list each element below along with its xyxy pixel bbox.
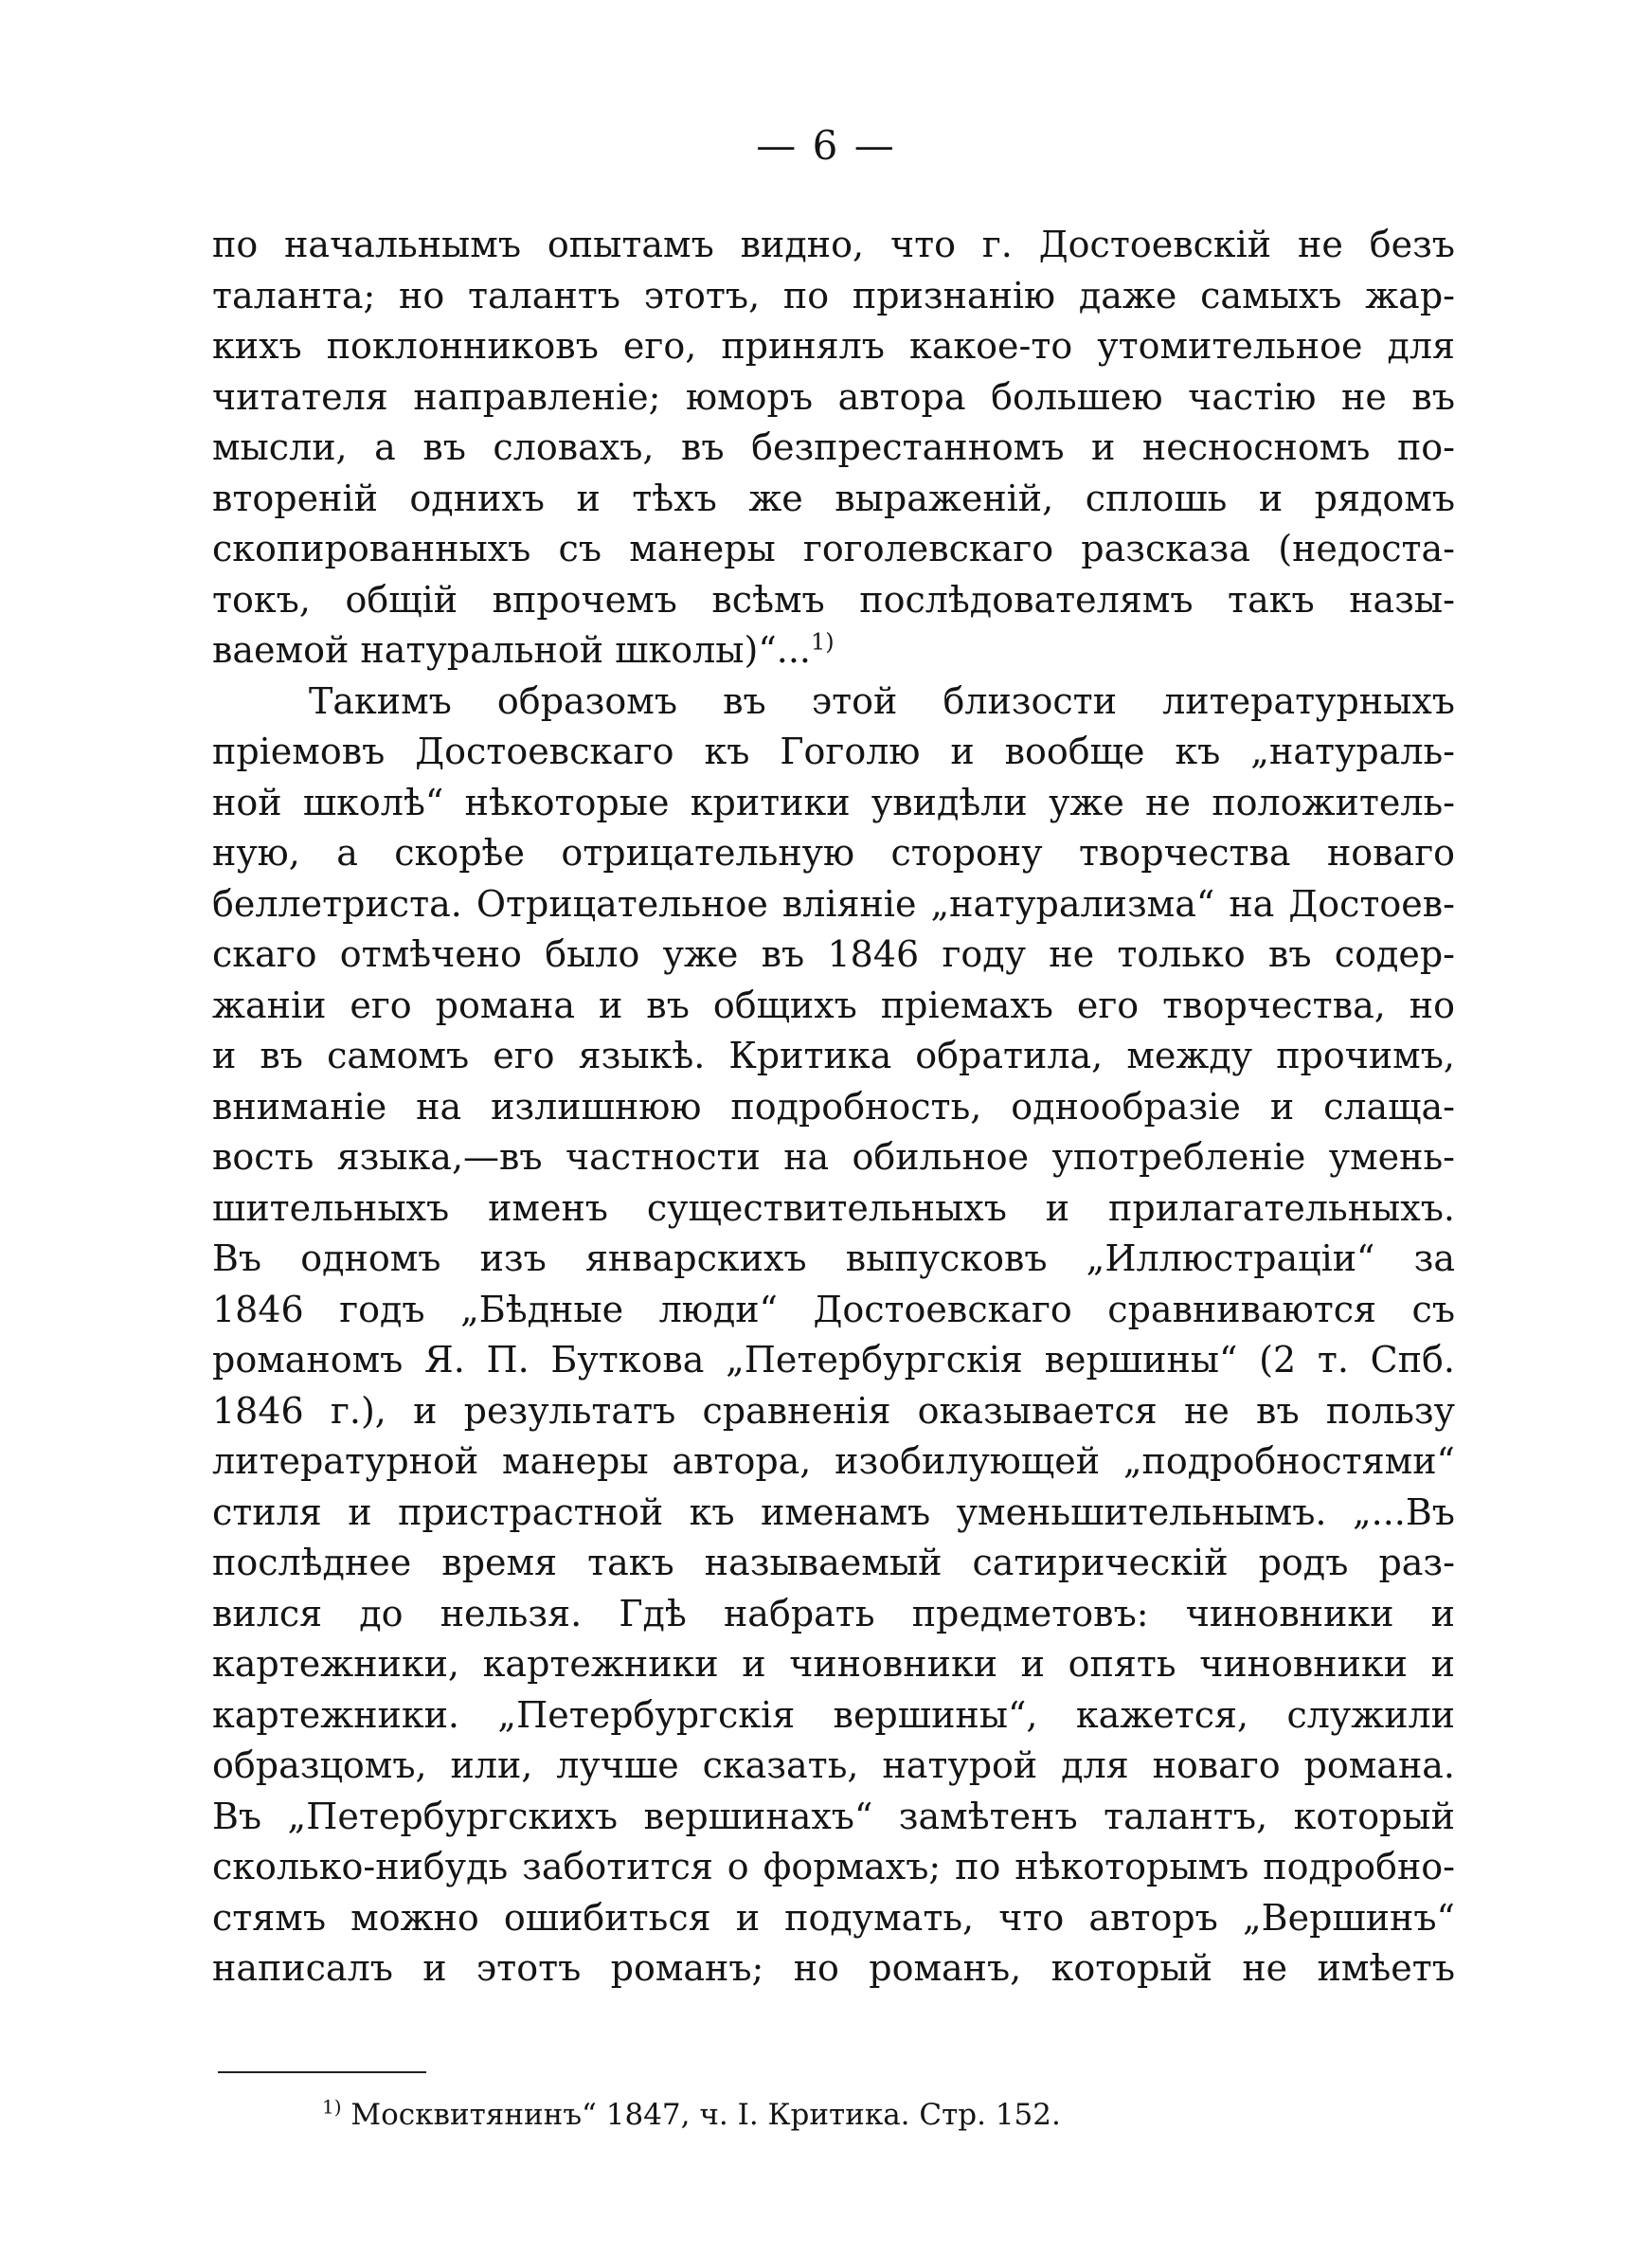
text-line: стиля и пристрастной къ именамъ уменьшительнымъ. „...Въ — [212, 1490, 1455, 1533]
text-line: по начальнымъ опытамъ видно, что г. Достоевскій не безъ — [212, 224, 1455, 265]
text-line: литературной манеры автора, изобилующей „подробностями“ — [212, 1440, 1455, 1482]
text-line: жаніи его романа и въ общихъ пріемахъ его творчества, но — [212, 984, 1455, 1026]
footnote-text: Москвитянинъ“ 1847, ч. I. Критика. Стр. 152. — [350, 2098, 1061, 2132]
text-line: кихъ поклонниковъ его, принялъ какое-то утомительное для — [212, 325, 1455, 367]
last-line-text: ваемой натуральной школы)“... — [212, 629, 811, 671]
body-text — [212, 220, 1455, 1995]
footnote-marker: 1) — [322, 2095, 342, 2119]
text-line: картежники, картежники и чиновники и опять чиновники и — [212, 1643, 1455, 1685]
footnote-reference: 1) — [811, 628, 835, 656]
text-line: скаго отмѣчено было уже въ 1846 году не только въ содер- — [212, 933, 1455, 975]
text-line: вость языка,—въ частности на обильное употребленіе умень- — [212, 1136, 1455, 1178]
text-line: романомъ Я. П. Буткова „Петербургскія вершины“ (2 т. Спб. — [212, 1339, 1455, 1381]
text-line: скопированныхъ съ манеры гоголевскаго разсказа (недоста- — [212, 528, 1455, 569]
paragraph-2 — [212, 677, 1455, 1995]
text-line: сколько-нибудь заботится о формахъ; по нѣкоторымъ подробно- — [212, 1846, 1455, 1887]
paragraph-1 — [212, 220, 1455, 677]
text-line: образцомъ, или, лучше сказать, натурой для новаго романа. — [212, 1744, 1455, 1786]
text-line: вниманіе на излишнюю подробность, однообразіе и слаща- — [212, 1085, 1455, 1128]
text-line: беллетриста. Отрицательное вліяніе „натурализма“ на Достоев- — [212, 882, 1455, 925]
text-line: послѣднее время такъ называемый сатирическій родъ раз- — [212, 1542, 1455, 1583]
text-line: мысли, а въ словахъ, въ безпрестанномъ и несносномъ по- — [212, 426, 1455, 468]
text-line: ной школѣ“ нѣкоторые критики увидѣли уже не положитель- — [212, 781, 1455, 823]
text-line: вился до нельзя. Гдѣ набрать предметовъ: чиновники и — [212, 1592, 1455, 1634]
text-line: картежники. „Петербургскія вершины“, кажется, служили — [212, 1693, 1455, 1736]
text-line: пріемовъ Достоевскаго къ Гоголю и вообще къ „натураль- — [212, 731, 1455, 772]
text-line: таланта; но талантъ этотъ, по признанію даже самыхъ жар- — [212, 274, 1455, 316]
text-line: шительныхъ именъ существительныхъ и прилагательныхъ. — [212, 1186, 1455, 1229]
text-line: и въ самомъ его языкѣ. Критика обратила, между прочимъ, — [212, 1035, 1455, 1076]
text-line: ную, а скорѣе отрицательную сторону творчества новаго — [212, 832, 1455, 874]
text-line: читателя направленіе; юморъ автора большею частію не въ — [212, 375, 1455, 418]
footnote-divider — [218, 2071, 426, 2073]
text-line: написалъ и этотъ романъ; но романъ, который не имѣетъ — [212, 1947, 1455, 1989]
page-number: — 6 — — [756, 122, 896, 169]
text-line: Въ одномъ изъ январскихъ выпусковъ „Иллюстраціи“ за — [212, 1237, 1455, 1279]
text-line-indented: Такимъ образомъ въ этой близости литературныхъ — [309, 679, 1455, 722]
text-line-last — [212, 625, 1455, 677]
text-line: 1846 г.), и результатъ сравненія оказывается не въ пользу — [212, 1389, 1455, 1432]
text-line: стямъ можно ошибиться и подумать, что авторъ „Вершинъ“ — [212, 1896, 1455, 1939]
text-line: втореній однихъ и тѣхъ же выраженій, сплошь и рядомъ — [212, 477, 1455, 519]
text-line: токъ, общій впрочемъ всѣмъ послѣдователямъ такъ назы- — [212, 578, 1455, 621]
text-line: 1846 годъ „Бѣдные люди“ Достоевскаго сравниваются съ — [212, 1288, 1455, 1330]
footnote — [322, 2096, 1061, 2134]
text-line: Въ „Петербургскихъ вершинахъ“ замѣтенъ талантъ, который — [212, 1795, 1455, 1837]
